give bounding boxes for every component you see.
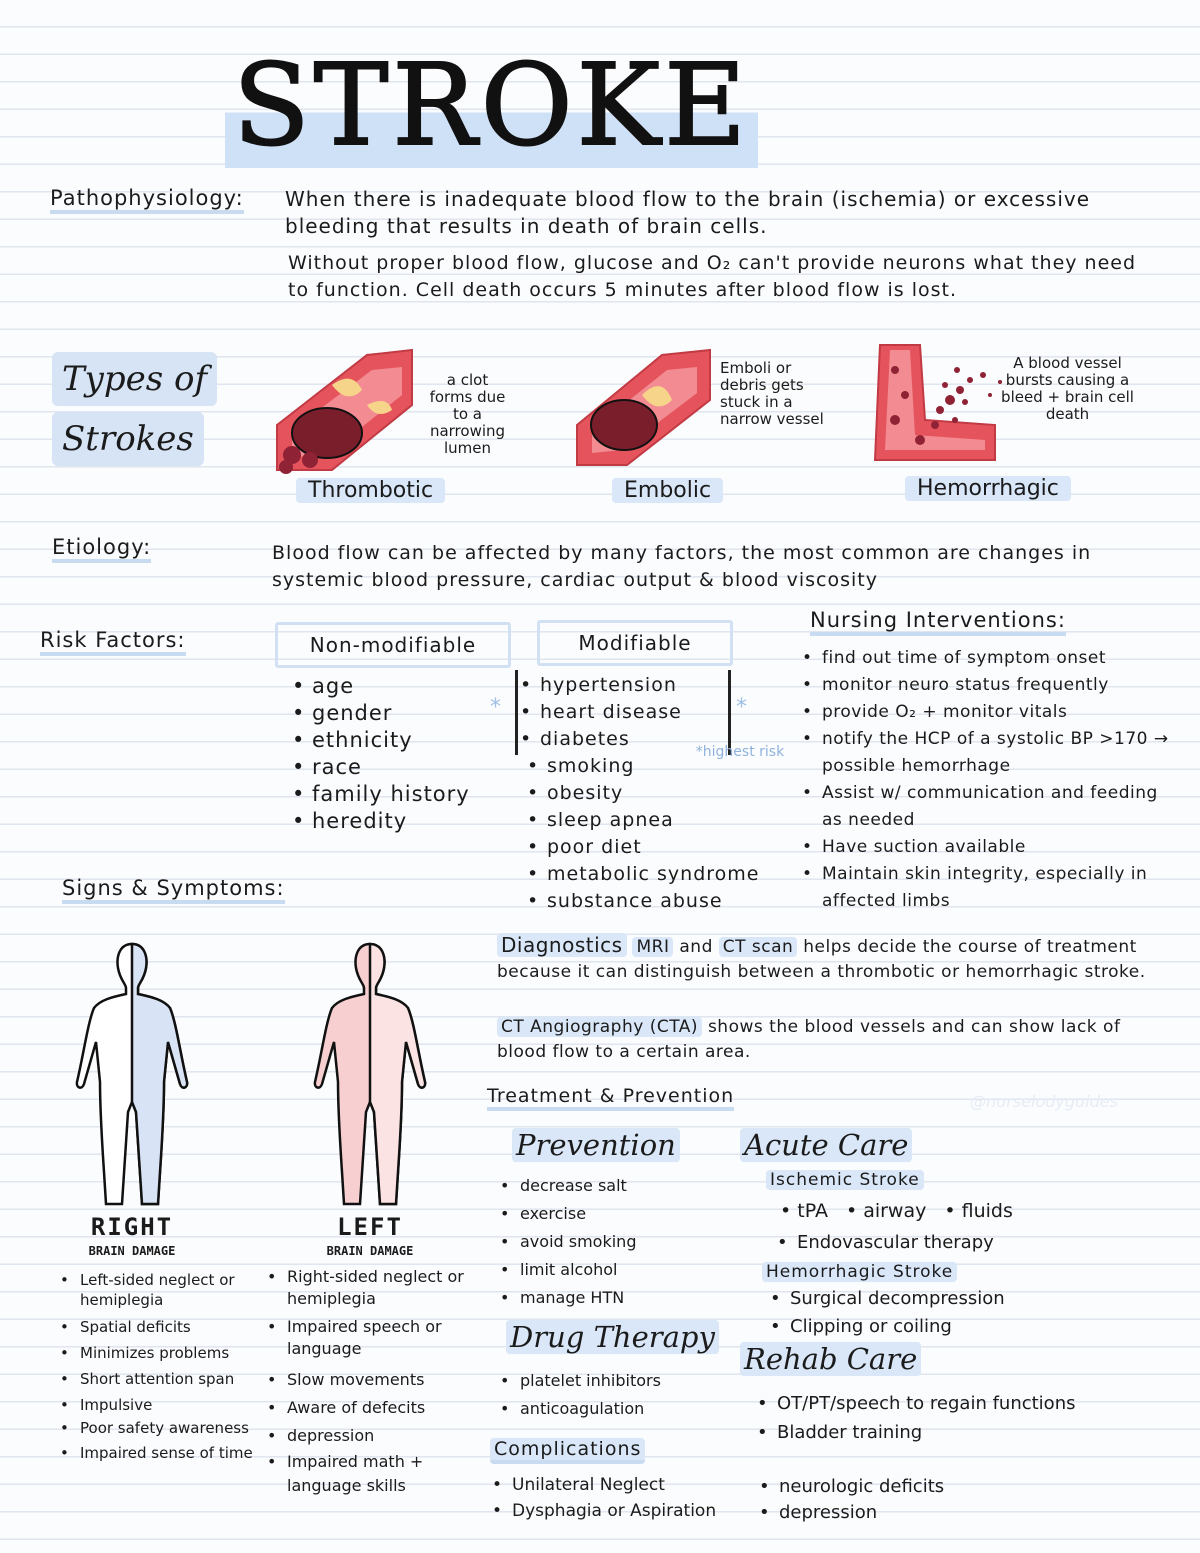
list-item: • Impulsive [58, 1392, 258, 1418]
list-item: • Poor safety awareness [58, 1418, 258, 1438]
fluids-item: • fluids [944, 1200, 1013, 1222]
pathophysiology-text-2: Without proper blood flow, glucose and O₂ can't provide neurons what they need to function. Cell death occurs 5 minutes after blood flow is lost. [288, 252, 1137, 301]
list-item: • age [290, 673, 470, 700]
thrombotic-note: a clot forms due to a narrowing lumen [429, 371, 506, 457]
list-item: • family history [290, 781, 470, 808]
nonmodifiable-list [290, 673, 470, 835]
hemorrhagic-list [768, 1285, 1088, 1341]
list-item: • Maintain skin integrity, especially in affected limbs [800, 861, 1170, 915]
list-item: • gender [290, 700, 470, 727]
etiology-label: Etiology: [52, 535, 151, 563]
thrombotic-vessel-icon [272, 345, 422, 475]
embolic-vessel-icon [572, 345, 717, 470]
diagnostics-and: and [679, 937, 713, 957]
list-item: • Bladder training [755, 1418, 1155, 1447]
list-item: • monitor neuro status frequently [800, 672, 1170, 699]
airway-item: • airway [845, 1200, 927, 1222]
list-item: • Endovascular therapy [775, 1229, 1075, 1257]
complications-label: Complications [490, 1438, 645, 1464]
signs-symptoms-label: Signs & Symptoms: [62, 876, 285, 904]
list-item: • Have suction available [800, 834, 1170, 861]
left-title: LEFT [337, 1213, 403, 1241]
list-item: • sleep apnea [525, 807, 795, 834]
ischemic-stroke-label: Ischemic Stroke [766, 1170, 924, 1190]
pathophysiology-text-1: When there is inadequate blood flow to the brain (ischemia) or excessive bleeding that results in death of brain cells. [285, 187, 1091, 238]
thrombotic-caption: Thrombotic [296, 478, 445, 503]
nursing-interventions-list [800, 645, 1170, 915]
list-item: • heart disease [518, 699, 728, 726]
types-label-line2: Strokes [52, 412, 204, 466]
list-item: • Left-sided neglect or hemiplegia [58, 1270, 258, 1310]
list-item: • provide O₂ + monitor vitals [800, 699, 1170, 726]
list-item: • platelet inhibitors [498, 1367, 728, 1395]
prevention-list [498, 1172, 718, 1312]
list-item: • depression [757, 1500, 1017, 1526]
list-item: • Dysphagia or Aspiration [490, 1498, 750, 1524]
rehab-care-heading: Rehab Care [740, 1342, 921, 1376]
list-item: • exercise [498, 1200, 718, 1228]
ct-scan-term: CT scan [719, 937, 798, 957]
modifiable-list [525, 753, 795, 915]
star-icon: * [490, 695, 501, 720]
hemorrhagic-stroke-label: Hemorrhagic Stroke [762, 1262, 957, 1282]
list-item: • find out time of symptom onset [800, 645, 1170, 672]
list-item: • poor diet [525, 834, 795, 861]
prevention-heading: Prevention [512, 1128, 680, 1162]
right-brain-damage-list [58, 1270, 258, 1464]
page-title: STROKE [225, 45, 758, 168]
list-item: • Right-sided neglect or hemiplegia [265, 1266, 480, 1310]
left-brain-damage-title [300, 1215, 440, 1263]
etiology-text: Blood flow can be affected by many factors, the most common are changes in systemic blood pressure, cardiac output & blood viscosity [272, 542, 1092, 591]
list-item: • anticoagulation [498, 1395, 728, 1423]
list-item: • Surgical decompression [768, 1285, 1088, 1313]
list-item: • Impaired speech or language [265, 1316, 480, 1360]
cta-detail: shows the blood vessels and can show lack of blood flow to a certain area. [497, 1017, 1121, 1062]
list-item: • hypertension [518, 672, 728, 699]
list-item: • limit alcohol [498, 1256, 718, 1284]
pathophysiology-label: Pathophysiology: [50, 186, 244, 214]
embolic-caption: Embolic [612, 478, 723, 503]
list-item: • ethnicity [290, 727, 470, 754]
list-item: • decrease salt [498, 1172, 718, 1200]
diagnostics-text-2 [497, 1015, 1137, 1065]
cta-term: CT Angiography (CTA) [497, 1017, 702, 1037]
list-item: • Unilateral Neglect [490, 1472, 750, 1498]
right-title: RIGHT [90, 1213, 174, 1241]
tpa-label: tPA [797, 1200, 828, 1222]
risk-factors-label: Risk Factors: [40, 628, 186, 656]
tpa-item: • tPA [780, 1200, 828, 1222]
list-item: • Aware of defecits [265, 1394, 480, 1422]
hemorrhagic-note: A blood vessel bursts causing a bleed + brain cell death [1001, 354, 1134, 423]
list-item: • Impaired sense of time [58, 1442, 258, 1464]
list-item: • race [290, 754, 470, 781]
nonmodifiable-header: Non-modifiable [275, 622, 511, 668]
highest-risk-note: *highest risk [695, 744, 785, 760]
ischemic-row [780, 1200, 1013, 1222]
list-item: • manage HTN [498, 1284, 718, 1312]
acute-care-heading: Acute Care [740, 1128, 912, 1162]
list-item: • diabetes [518, 726, 728, 753]
diagnostics-label: Diagnostics [497, 933, 627, 957]
list-item: • obesity [525, 780, 795, 807]
diagnostics-detail: helps decide the course of treatment because it can distinguish between a thrombotic or hemorrhagic stroke. [497, 937, 1146, 982]
list-item: • smoking [525, 753, 795, 780]
fluids-label: fluids [961, 1200, 1013, 1222]
star-icon: * [736, 695, 747, 720]
airway-label: airway [863, 1200, 927, 1222]
list-item: • depression [265, 1422, 480, 1450]
list-item: • heredity [290, 808, 470, 835]
list-item: • Spatial deficits [58, 1314, 258, 1340]
list-item: • OT/PT/speech to regain functions [755, 1389, 1155, 1418]
nursing-interventions-label: Nursing Interventions: [810, 608, 1066, 636]
right-subtitle: BRAIN DAMAGE [88, 1244, 176, 1258]
ischemic-list [775, 1229, 1075, 1257]
modifiable-bracketed-list [515, 670, 731, 755]
list-item: • Short attention span [58, 1366, 258, 1392]
body-figure-right-icon [72, 942, 192, 1212]
list-item: • neurologic deficits [757, 1474, 1017, 1500]
modifiable-header: Modifiable [537, 620, 733, 666]
list-item: • substance abuse [525, 888, 795, 915]
left-brain-damage-list [265, 1266, 480, 1498]
body-figure-left-icon [310, 942, 430, 1212]
treatment-label: Treatment & Prevention [487, 1085, 734, 1111]
list-item: • Slow movements [265, 1366, 480, 1394]
diagnostics-text-1 [497, 933, 1157, 985]
complications-list-1 [490, 1472, 750, 1524]
list-item: • Impaired math + language skills [265, 1450, 480, 1498]
list-item: • Assist w/ communication and feeding as needed [800, 780, 1170, 834]
types-label-line1: Types of [52, 352, 217, 406]
rehab-list [755, 1389, 1155, 1447]
embolic-note: Emboli or debris gets stuck in a narrow vessel [720, 359, 824, 428]
list-item: • Minimizes problems [58, 1340, 258, 1366]
list-item: • notify the HCP of a systolic BP >170 → possible hemorrhage [800, 726, 1170, 780]
right-brain-damage-title [62, 1215, 202, 1263]
hemorrhagic-caption: Hemorrhagic [905, 476, 1071, 501]
watermark: @nurselodyguides [970, 1092, 1118, 1111]
list-item: • metabolic syndrome [525, 861, 795, 888]
drug-therapy-list [498, 1367, 728, 1423]
list-item: • Clipping or coiling [768, 1313, 1088, 1341]
list-item: • avoid smoking [498, 1228, 718, 1256]
mri-term: MRI [632, 937, 673, 957]
complications-list-2 [757, 1474, 1017, 1526]
drug-therapy-heading: Drug Therapy [506, 1320, 719, 1354]
left-subtitle: BRAIN DAMAGE [326, 1244, 414, 1258]
